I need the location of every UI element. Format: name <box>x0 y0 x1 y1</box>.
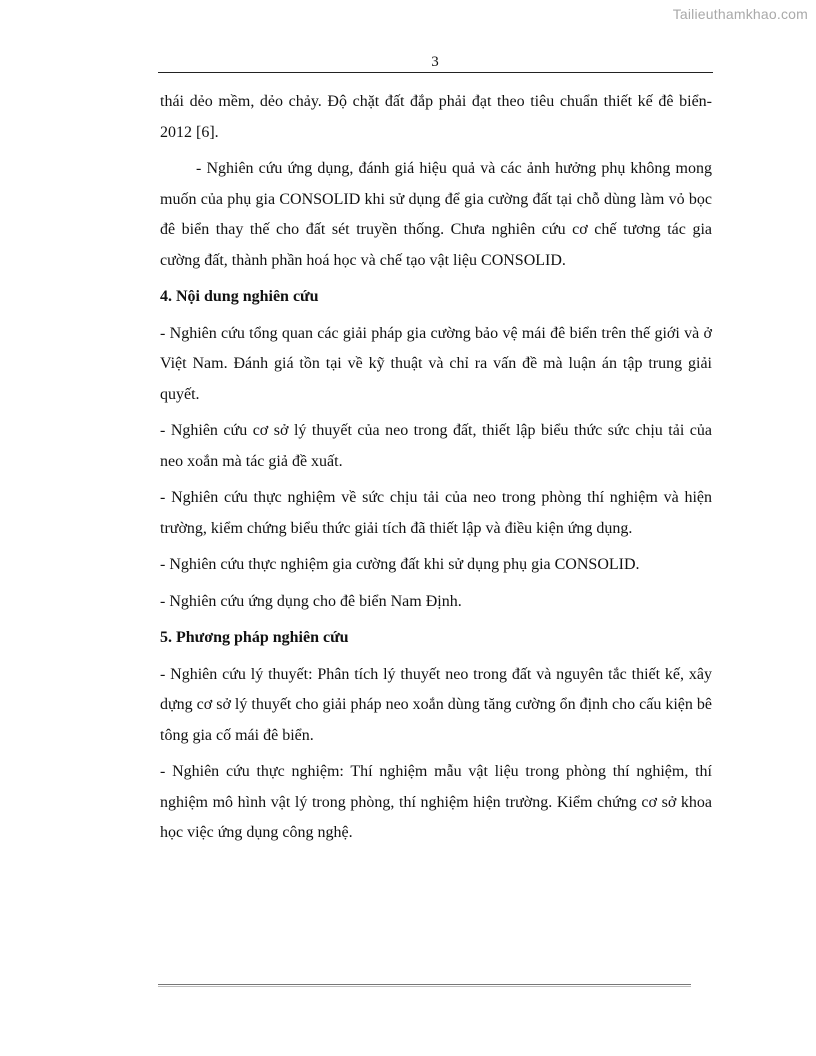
section-4-item: - Nghiên cứu cơ sở lý thuyết của neo trong đất, thiết lập biểu thức sức chịu tải của neo xoắn mà tác giả đề xuất. <box>160 422 712 470</box>
section-4-item: - Nghiên cứu ứng dụng cho đê biển Nam Định. <box>160 592 462 610</box>
footer-rule <box>158 984 691 987</box>
section-4-item: - Nghiên cứu thực nghiệm về sức chịu tải của neo trong phòng thí nghiệm và hiện trường, kiểm chứng biểu thức giải tích đã thiết lập và điều kiện ứng dụng. <box>160 489 712 537</box>
section-4-item: - Nghiên cứu tổng quan các giải pháp gia cường bảo vệ mái đê biển trên thế giới và ở Việt Nam. Đánh giá tồn tại về kỹ thuật và chỉ ra vấn đề mà luận án tập trung giải quyết. <box>160 324 712 403</box>
section-5-heading: 5. Phương pháp nghiên cứu <box>160 629 349 646</box>
section-4-item: - Nghiên cứu thực nghiệm gia cường đất khi sử dụng phụ gia CONSOLID. <box>160 556 640 573</box>
paragraph-consolid: - Nghiên cứu ứng dụng, đánh giá hiệu quả và các ảnh hưởng phụ không mong muốn của phụ gia CONSOLID khi sử dụng để gia cường đất tại chỗ dùng làm vỏ bọc đê biển thay thế cho đất sét truyền thống. Chưa nghiên cứu cơ chế tương tác gia cường đất, thành phần hoá học và chế tạo vật liệu CONSOLID. <box>160 160 712 269</box>
watermark: Tailieuthamkhao.com <box>672 6 808 22</box>
paragraph-continuation: thái dẻo mềm, dẻo chảy. Độ chặt đất đắp phải đạt theo tiêu chuẩn thiết kế đê biển-2012 [6]. <box>160 93 712 141</box>
document-body <box>160 87 712 855</box>
section-4-heading: 4. Nội dung nghiên cứu <box>160 288 319 305</box>
header-rule <box>158 72 713 73</box>
page-number: 3 <box>431 54 439 70</box>
section-5-item: - Nghiên cứu lý thuyết: Phân tích lý thuyết neo trong đất và nguyên tắc thiết kế, xây dựng cơ sở lý thuyết cho giải pháp neo xoắn dùng tăng cường ổn định cho cấu kiện bê tông gia cố mái đê biển. <box>160 665 712 744</box>
section-5-item: - Nghiên cứu thực nghiệm: Thí nghiệm mẫu vật liệu trong phòng thí nghiệm, thí nghiệm mô hình vật lý trong phòng, thí nghiệm hiện trường. Kiểm chứng cơ sở khoa học việc ứng dụng công nghệ. <box>160 763 712 841</box>
